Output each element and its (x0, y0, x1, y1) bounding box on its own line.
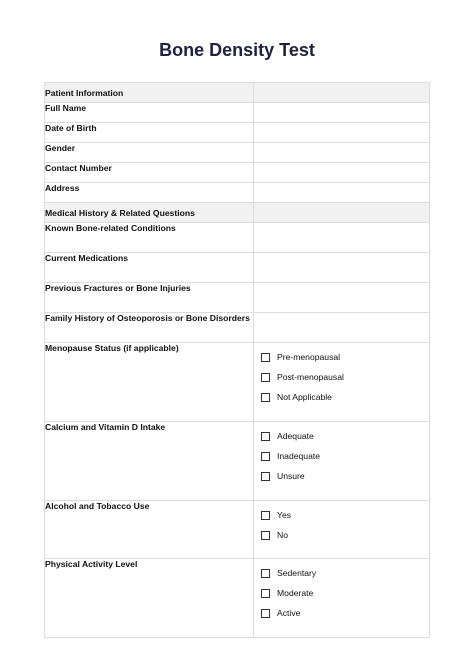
options-cell (254, 343, 430, 422)
section-row-medical-history (45, 203, 430, 223)
known-conditions-field[interactable] (254, 223, 430, 253)
question-label-alcohol: Alcohol and Tobacco Use (45, 501, 254, 559)
option-label: Inadequate (277, 451, 321, 461)
table-row (45, 143, 430, 163)
option-item[interactable] (254, 347, 429, 367)
field-label-dob: Date of Birth (45, 123, 254, 143)
table-row (45, 123, 430, 143)
field-label-contact: Contact Number (45, 163, 254, 183)
checkbox[interactable] (261, 531, 270, 540)
option-item[interactable] (254, 525, 429, 545)
option-label: Post-menopausal (277, 372, 344, 382)
option-label: Active (277, 608, 301, 618)
option-label: No (277, 530, 288, 540)
option-item[interactable] (254, 367, 429, 387)
table-row (45, 313, 430, 343)
checkbox[interactable] (261, 589, 270, 598)
table-row (45, 103, 430, 123)
question-label-activity: Physical Activity Level (45, 559, 254, 638)
page-title: Bone Density Test (159, 40, 315, 60)
section-heading-blank (254, 83, 430, 103)
table-row (45, 283, 430, 313)
table-row (45, 183, 430, 203)
table-row (45, 223, 430, 253)
option-label: Yes (277, 510, 292, 520)
checkbox[interactable] (261, 393, 270, 402)
options-cell (254, 501, 430, 559)
checkbox[interactable] (261, 569, 270, 578)
form-table (44, 82, 430, 638)
question-row-alcohol (45, 501, 430, 559)
option-label: Not Applicable (277, 392, 332, 402)
section-heading-blank (254, 203, 430, 223)
question-row-menopause (45, 343, 430, 422)
section-row-patient-info (45, 83, 430, 103)
dob-field[interactable] (254, 123, 430, 143)
option-item[interactable] (254, 583, 429, 603)
option-item[interactable] (254, 466, 429, 486)
table-row (45, 253, 430, 283)
checkbox[interactable] (261, 452, 270, 461)
checkbox[interactable] (261, 432, 270, 441)
option-item[interactable] (254, 563, 429, 583)
option-item[interactable] (254, 603, 429, 623)
full-name-field[interactable] (254, 103, 430, 123)
option-label: Pre-menopausal (277, 352, 341, 362)
option-item[interactable] (254, 426, 429, 446)
option-item[interactable] (254, 505, 429, 525)
fractures-field[interactable] (254, 283, 430, 313)
checkbox[interactable] (261, 373, 270, 382)
field-label-gender: Gender (45, 143, 254, 163)
field-label-fractures: Previous Fractures or Bone Injuries (45, 283, 254, 313)
table-row (45, 163, 430, 183)
option-label: Adequate (277, 431, 314, 441)
option-label: Unsure (277, 471, 305, 481)
checkbox[interactable] (261, 609, 270, 618)
options-cell (254, 559, 430, 638)
section-heading-medical-history: Medical History & Related Questions (45, 203, 254, 223)
option-item[interactable] (254, 446, 429, 466)
gender-field[interactable] (254, 143, 430, 163)
question-row-activity (45, 559, 430, 638)
address-field[interactable] (254, 183, 430, 203)
field-label-address: Address (45, 183, 254, 203)
medications-field[interactable] (254, 253, 430, 283)
option-label: Sedentary (277, 568, 317, 578)
field-label-full-name: Full Name (45, 103, 254, 123)
field-label-medications: Current Medications (45, 253, 254, 283)
field-label-family-history: Family History of Osteoporosis or Bone Disorders (45, 313, 254, 343)
checkbox[interactable] (261, 353, 270, 362)
options-cell (254, 422, 430, 501)
family-history-field[interactable] (254, 313, 430, 343)
checkbox[interactable] (261, 511, 270, 520)
question-label-menopause: Menopause Status (if applicable) (45, 343, 254, 422)
section-heading-patient-info: Patient Information (45, 83, 254, 103)
option-label: Moderate (277, 588, 314, 598)
option-item[interactable] (254, 387, 429, 407)
question-label-calcium: Calcium and Vitamin D Intake (45, 422, 254, 501)
field-label-known-conditions: Known Bone-related Conditions (45, 223, 254, 253)
question-row-calcium (45, 422, 430, 501)
checkbox[interactable] (261, 472, 270, 481)
contact-field[interactable] (254, 163, 430, 183)
